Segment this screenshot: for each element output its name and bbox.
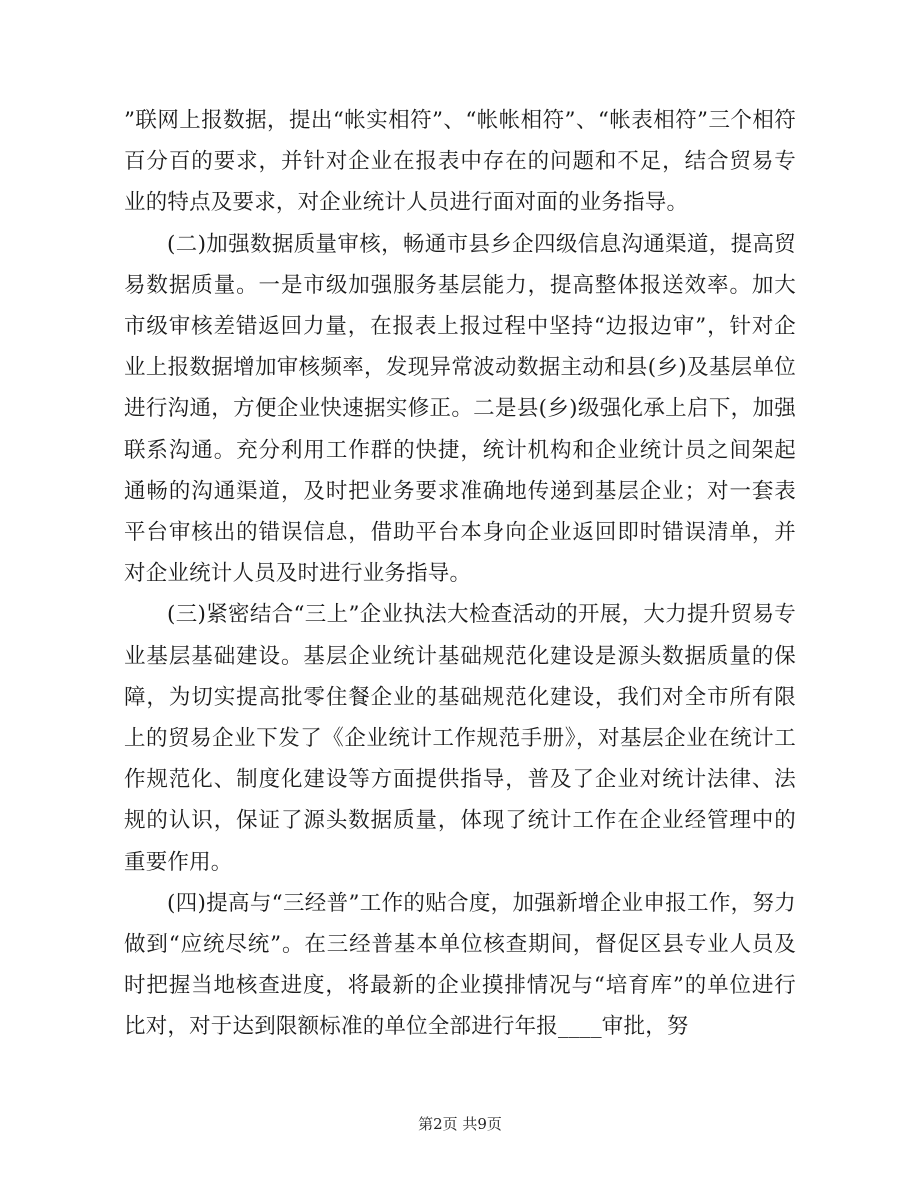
page-number-footer: 第2页 共9页 <box>418 1115 502 1133</box>
paragraph-section-2: (二)加强数据质量审核，畅通市县乡企四级信息沟通渠道，提高贸易数据质量。一是市级加强服务基层能力，提高整体报送效率。加大市级审核差错返回力量，在报表上报过程中坚持“边报边审”，针对企业上报数据增加审核频率，发现异常波动数据主动和县(乡)及基层单位进行沟通，方便企业快速据实修正。二是县(乡)级强化承上启下，加强联系沟通。充分利用工作群的快捷，统计机构和企业统计员之间架起通畅的沟通渠道，及时把业务要求准确地传递到基层企业；对一套表平台审核出的错误信息，借助平台本身向企业返回即时错误清单，并对企业统计人员及时进行业务指导。 <box>124 231 796 587</box>
paragraph-section-4: (四)提高与“三经普”工作的贴合度，加强新增企业申报工作，努力做到“应统尽统”。在三经普基本单位核查期间，督促区县专业人员及时把握当地核查进度，将最新的企业摸排情况与“培育库”的单位进行比对，对于达到限额标准的单位全部进行年报____审批，努 <box>124 890 796 1040</box>
paragraph-section-3: (三)紧密结合“三上”企业执法大检查活动的开展，大力提升贸易专业基层基础建设。基层企业统计基础规范化建设是源头数据质量的保障，为切实提高批零住餐企业的基础规范化建设，我们对全市所有限上的贸易企业下发了《企业统计工作规范手册》，对基层企业在统计工作规范化、制度化建设等方面提供指导，普及了企业对统计法律、法规的认识，保证了源头数据质量，体现了统计工作在企业经管理中的重要作用。 <box>124 602 796 875</box>
paragraph-continuation: ”联网上报数据，提出“帐实相符”、“帐帐相符”、“帐表相符”三个相符百分百的要求，并针对企业在报表中存在的问题和不足，结合贸易专业的特点及要求，对企业统计人员进行面对面的业务指导。 <box>124 108 796 216</box>
document-body <box>124 100 796 1048</box>
